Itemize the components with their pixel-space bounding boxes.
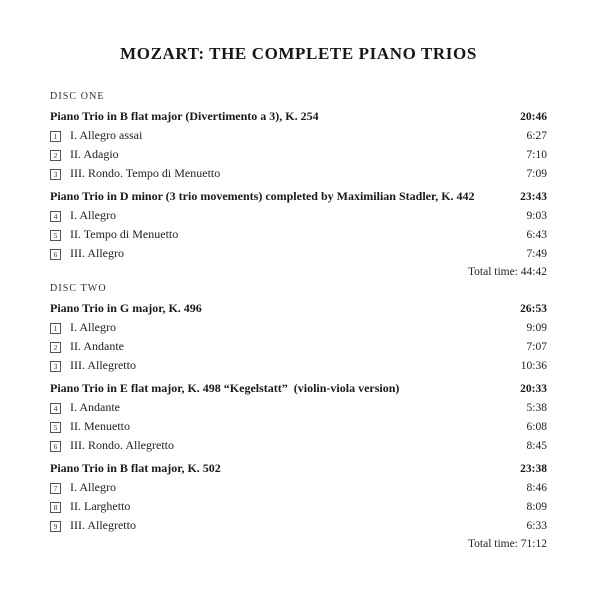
track-duration: 8:09	[526, 501, 547, 513]
work-group	[50, 107, 547, 183]
work-group	[50, 187, 547, 263]
work-header-row	[50, 299, 547, 318]
work-list	[50, 299, 547, 535]
work-list	[50, 107, 547, 263]
track-duration: 5:38	[526, 402, 547, 414]
track-duration: 7:10	[526, 149, 547, 161]
track-row	[50, 206, 547, 225]
track-title: III. Rondo. Tempo di Menuetto	[70, 166, 221, 180]
track-title: II. Andante	[70, 339, 124, 353]
track-title: I. Allegro	[70, 320, 116, 334]
work-duration: 20:46	[520, 111, 547, 123]
work-header-row	[50, 107, 547, 126]
track-number-box: 3	[50, 361, 61, 372]
work-group	[50, 379, 547, 455]
track-number-box: 2	[50, 342, 61, 353]
track-title: III. Allegro	[70, 246, 124, 260]
work-header-row	[50, 379, 547, 398]
track-row	[50, 225, 547, 244]
track-duration: 6:43	[526, 229, 547, 241]
track-list	[50, 206, 547, 263]
track-row	[50, 337, 547, 356]
track-number-box: 6	[50, 249, 61, 260]
track-number-box: 1	[50, 323, 61, 334]
track-duration: 8:46	[526, 482, 547, 494]
track-number-box: 4	[50, 403, 61, 414]
work-header-row	[50, 459, 547, 478]
work-header-row	[50, 187, 547, 206]
work-title: Piano Trio in B flat major (Divertimento a 3), K. 254	[50, 109, 319, 123]
track-list	[50, 478, 547, 535]
work-title: Piano Trio in D minor (3 trio movements) completed by Maximilian Stadler, K. 442	[50, 189, 475, 203]
work-duration: 23:38	[520, 463, 547, 475]
track-number-box: 5	[50, 230, 61, 241]
work-group	[50, 299, 547, 375]
track-duration: 7:49	[526, 248, 547, 260]
disc-section	[50, 282, 547, 554]
track-number-box: 9	[50, 521, 61, 532]
track-duration: 6:33	[526, 520, 547, 532]
track-list	[50, 318, 547, 375]
track-title: II. Menuetto	[70, 419, 130, 433]
work-title: Piano Trio in B flat major, K. 502	[50, 461, 221, 475]
work-title: Piano Trio in E flat major, K. 498 “Kegelstatt” (violin-viola version)	[50, 381, 400, 395]
work-group	[50, 459, 547, 535]
disc-section	[50, 90, 547, 282]
track-duration: 8:45	[526, 440, 547, 452]
disc-total-time: Total time: 71:12	[467, 538, 547, 550]
track-title: I. Allegro	[70, 480, 116, 494]
track-title: I. Allegro	[70, 208, 116, 222]
track-row	[50, 497, 547, 516]
track-duration: 6:27	[526, 130, 547, 142]
track-number-box: 8	[50, 502, 61, 513]
work-title: Piano Trio in G major, K. 496	[50, 301, 202, 315]
track-duration: 9:09	[526, 322, 547, 334]
track-row	[50, 516, 547, 535]
track-row	[50, 164, 547, 183]
track-number-box: 6	[50, 441, 61, 452]
disc-label: DISC ONE	[50, 91, 105, 102]
disc-list	[50, 90, 547, 554]
track-title: I. Andante	[70, 400, 120, 414]
track-row	[50, 244, 547, 263]
track-row	[50, 318, 547, 337]
track-duration: 6:08	[526, 421, 547, 433]
track-list	[50, 398, 547, 455]
work-duration: 26:53	[520, 303, 547, 315]
page-title: MOZART: THE COMPLETE PIANO TRIOS	[120, 44, 477, 63]
track-title: II. Larghetto	[70, 499, 131, 513]
track-title: III. Allegretto	[70, 518, 136, 532]
track-row	[50, 145, 547, 164]
work-duration: 20:33	[520, 383, 547, 395]
track-row	[50, 398, 547, 417]
track-title: II. Adagio	[70, 147, 119, 161]
track-number-box: 1	[50, 131, 61, 142]
track-title: III. Allegretto	[70, 358, 136, 372]
track-row	[50, 356, 547, 375]
track-title: II. Tempo di Menuetto	[70, 227, 179, 241]
track-title: III. Rondo. Allegretto	[70, 438, 174, 452]
track-number-box: 5	[50, 422, 61, 433]
track-row	[50, 126, 547, 145]
track-duration: 7:09	[526, 168, 547, 180]
track-number-box: 3	[50, 169, 61, 180]
work-duration: 23:43	[520, 191, 547, 203]
disc-label: DISC TWO	[50, 283, 107, 294]
track-row	[50, 417, 547, 436]
track-number-box: 4	[50, 211, 61, 222]
track-number-box: 7	[50, 483, 61, 494]
track-duration: 9:03	[526, 210, 547, 222]
track-title: I. Allegro assai	[70, 128, 143, 142]
track-row	[50, 478, 547, 497]
track-duration: 7:07	[526, 341, 547, 353]
disc-total-time: Total time: 44:42	[467, 266, 547, 278]
track-number-box: 2	[50, 150, 61, 161]
track-row	[50, 436, 547, 455]
track-list	[50, 126, 547, 183]
track-duration: 10:36	[520, 360, 547, 372]
